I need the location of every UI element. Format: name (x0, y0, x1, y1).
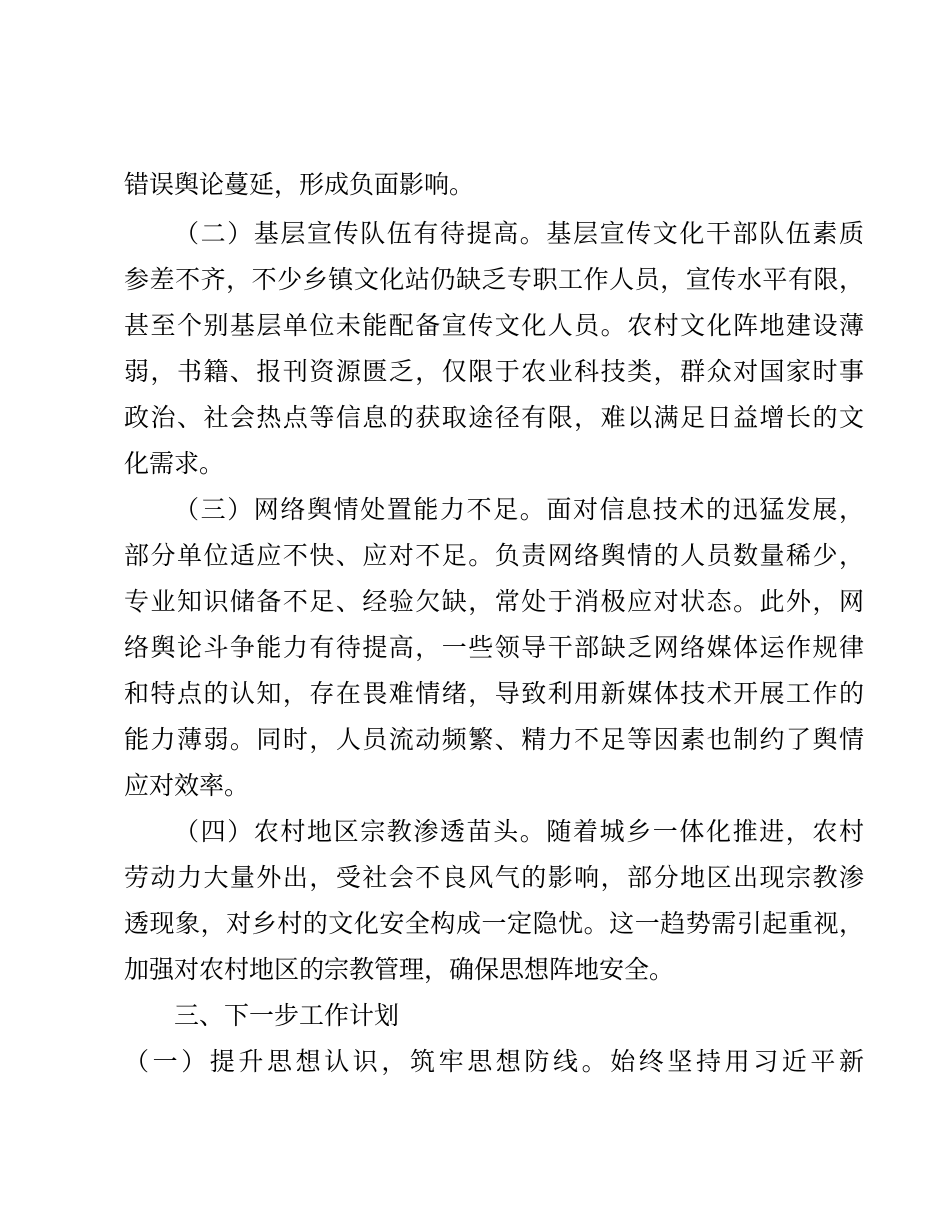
text-line: 参差不齐，不少乡镇文化站仍缺乏专职工作人员，宣传水平有限， (124, 265, 864, 294)
text-line: 专业知识储备不足、经验欠缺，常处于消极应对状态。此外，网 (124, 587, 864, 616)
section-heading: 三、下一步工作计划 (174, 1001, 400, 1030)
text-line: 政治、社会热点等信息的获取途径有限，难以满足日益增长的文 (124, 403, 864, 432)
text-line: 化需求。 (124, 449, 225, 478)
text-line: 错误舆论蔓延，形成负面影响。 (124, 170, 475, 199)
text-line: 甚至个别基层单位未能配备宣传文化人员。农村文化阵地建设薄 (124, 311, 864, 340)
text-line: 透现象，对乡村的文化安全构成一定隐忧。这一趋势需引起重视， (124, 909, 864, 938)
text-line: （一）提升思想认识，筑牢思想防线。始终坚持用习近平新 (124, 1047, 864, 1076)
text-line: 和特点的认知，存在畏难情绪，导致利用新媒体技术开展工作的 (124, 679, 864, 708)
text-line: （二）基层宣传队伍有待提高。基层宣传文化干部队伍素质 (174, 219, 864, 248)
text-line: （三）网络舆情处置能力不足。面对信息技术的迅猛发展， (174, 495, 864, 524)
text-line: 部分单位适应不快、应对不足。负责网络舆情的人员数量稀少， (124, 541, 864, 570)
text-line: 应对效率。 (124, 771, 250, 800)
text-line: 弱，书籍、报刊资源匮乏，仅限于农业科技类，群众对国家时事 (124, 357, 864, 386)
text-line: （四）农村地区宗教渗透苗头。随着城乡一体化推进，农村 (174, 817, 864, 846)
text-line: 加强对农村地区的宗教管理，确保思想阵地安全。 (124, 955, 675, 984)
text-line: 络舆论斗争能力有待提高，一些领导干部缺乏网络媒体运作规律 (124, 633, 864, 662)
text-line: 能力薄弱。同时，人员流动频繁、精力不足等因素也制约了舆情 (124, 725, 864, 754)
text-line: 劳动力大量外出，受社会不良风气的影响，部分地区出现宗教渗 (124, 863, 864, 892)
